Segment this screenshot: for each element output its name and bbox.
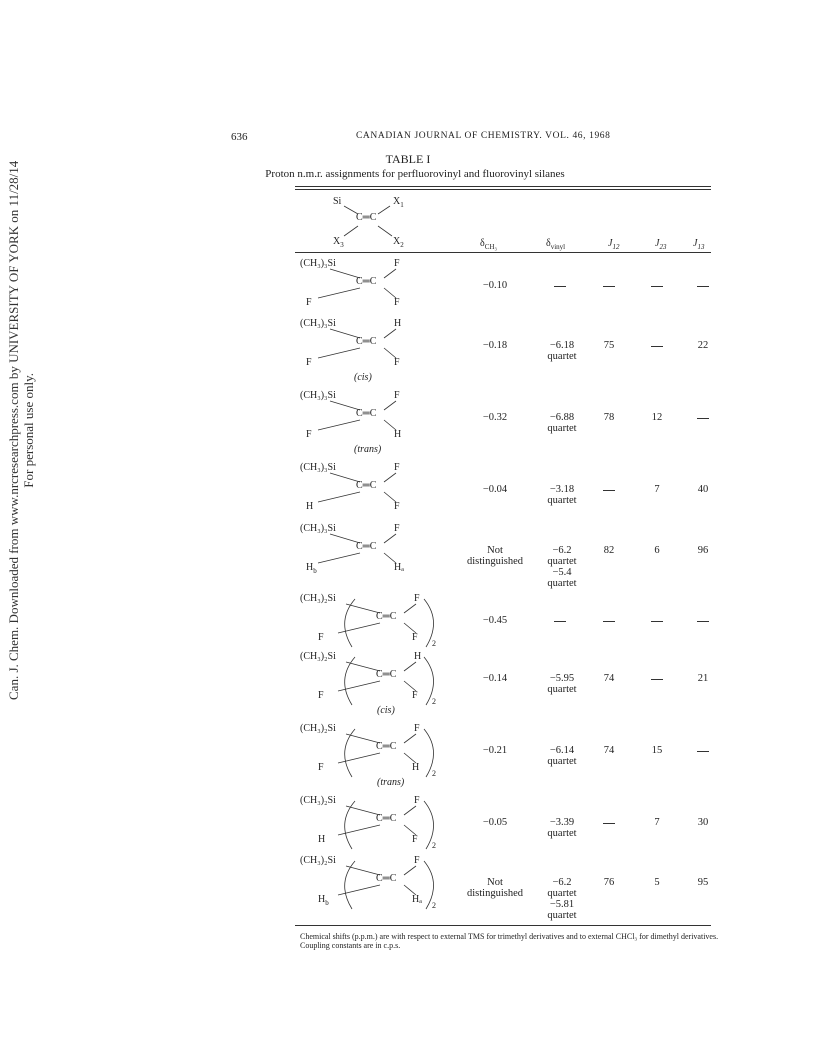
silyl-group-label: (CH₃)₃Si xyxy=(300,258,336,269)
header-x2-label: $X_2$ xyxy=(393,236,404,249)
bond-line xyxy=(346,662,380,671)
delta-vinyl-line: −5.95 xyxy=(549,673,575,684)
double-bond-label: C═C xyxy=(356,336,377,347)
bond-line xyxy=(318,288,360,298)
substituent-x2-label: H xyxy=(412,762,420,773)
double-bond-label: C═C xyxy=(356,408,377,419)
double-bond-label: C═C xyxy=(376,873,397,884)
running-head: CANADIAN JOURNAL OF CHEMISTRY. VOL. 46, 1968 xyxy=(356,131,611,141)
table-caption: Proton n.m.r. assignments for perfluorovinyl and fluorovinyl silanes xyxy=(265,168,565,180)
delta-vinyl-line: −3.18 xyxy=(549,484,575,495)
double-bond-label: C═C xyxy=(356,480,377,491)
j12-dash xyxy=(603,823,615,824)
col-header-j23: $J_{23}$ xyxy=(655,238,667,251)
j23-value: 6 xyxy=(654,545,660,556)
isomer-label: (trans) xyxy=(354,444,382,455)
isomer-label: (trans) xyxy=(377,777,405,788)
delta-vinyl-line: −5.81 xyxy=(549,899,575,910)
subscript-two: 2 xyxy=(432,697,436,706)
delta-vinyl-line: quartet xyxy=(547,351,577,362)
bond-line xyxy=(330,473,360,482)
delta-ch3-value: −0.10 xyxy=(482,280,508,291)
table-header-rule xyxy=(295,252,711,253)
substituent-x3-label: F xyxy=(306,429,312,440)
table-footnote: Chemical shifts (p.p.m.) are with respect to external TMS for trimethyl derivatives and to external CHCl₃ for dimethyl derivatives. Coupling constants are in c.p.s. xyxy=(300,932,719,950)
substituent-x2-label: F xyxy=(412,690,418,701)
delta-vinyl-dash xyxy=(554,286,566,287)
subscript-two: 2 xyxy=(432,841,436,850)
delta-vinyl-value xyxy=(532,412,592,434)
silyl-group-label: (CH₃)₂Si xyxy=(300,651,336,662)
bond-line xyxy=(318,420,360,430)
delta-vinyl-value xyxy=(532,673,592,695)
bond-line xyxy=(384,473,396,482)
substituent-x2-label: F xyxy=(394,297,400,308)
substituent-x1-label: F xyxy=(414,855,420,866)
table-top-rule xyxy=(295,186,711,187)
j12-value: 74 xyxy=(603,673,615,684)
substituent-x1-label: F xyxy=(414,795,420,806)
delta-vinyl-line: −6.18 xyxy=(549,340,575,351)
delta-vinyl-line: −6.14 xyxy=(549,745,575,756)
bond-line xyxy=(330,401,360,410)
j23-value: 12 xyxy=(651,412,663,423)
substituent-x2-label: F xyxy=(394,357,400,368)
substituent-x3-label: F xyxy=(318,762,324,773)
double-bond-label: C═C xyxy=(356,541,377,552)
substituent-x1-label: F xyxy=(394,462,400,473)
bond-line xyxy=(404,806,416,815)
silyl-group-label: (CH₃)₃Si xyxy=(300,462,336,473)
subscript-two: 2 xyxy=(432,769,436,778)
table-bottom-rule xyxy=(295,925,711,926)
j13-value: 22 xyxy=(697,340,709,351)
delta-vinyl-line: −3.39 xyxy=(549,817,575,828)
delta-vinyl-value xyxy=(532,340,592,362)
delta-ch3-value: −0.04 xyxy=(482,484,508,495)
bond-line xyxy=(384,288,396,298)
j13-value: 96 xyxy=(697,545,709,556)
substituent-x1-label: F xyxy=(394,523,400,534)
substituent-x2-label: Hₐ xyxy=(394,562,404,573)
table-top-rule-double xyxy=(295,189,711,190)
bond-line xyxy=(330,269,360,278)
delta-vinyl-line: quartet xyxy=(547,684,577,695)
bond-line xyxy=(384,269,396,278)
col-header-d-ch3: $\delta_{CH_3}$ xyxy=(480,238,497,251)
silyl-group-label: (CH₃)₂Si xyxy=(300,795,336,806)
double-bond-label: C═C xyxy=(376,611,397,622)
j13-dash xyxy=(697,621,709,622)
bond-line xyxy=(404,623,416,633)
col-header-j13: $J_{13}$ xyxy=(693,238,705,251)
j23-dash xyxy=(651,621,663,622)
delta-vinyl-line: quartet xyxy=(547,578,577,589)
bond-line xyxy=(330,329,360,338)
silyl-group-label: (CH₃)₃Si xyxy=(300,390,336,401)
bond-line xyxy=(346,866,380,875)
substituent-x2-label: H xyxy=(394,429,402,440)
download-watermark xyxy=(6,161,36,700)
substituent-x3-label: H xyxy=(306,501,314,512)
substituent-x3-label: F xyxy=(306,357,312,368)
subscript-two: 2 xyxy=(432,639,436,648)
delta-vinyl-line: quartet xyxy=(547,423,577,434)
bond-line xyxy=(404,866,416,875)
delta-vinyl-line: −6.2 xyxy=(552,545,572,556)
delta-vinyl-line: quartet xyxy=(547,556,577,567)
subscript-two: 2 xyxy=(432,901,436,910)
j23-dash xyxy=(651,679,663,680)
bond-line xyxy=(318,348,360,358)
silyl-group-label: (CH₃)₃Si xyxy=(300,523,336,534)
delta-vinyl-line: −6.88 xyxy=(549,412,575,423)
j12-dash xyxy=(603,490,615,491)
double-bond-label: C═C xyxy=(376,813,397,824)
substituent-x1-label: H xyxy=(394,318,402,329)
j13-dash xyxy=(697,418,709,419)
substituent-x3-label: $H_b$ xyxy=(306,562,317,575)
silyl-group-label: (CH₃)₃Si xyxy=(300,318,336,329)
j13-dash xyxy=(697,286,709,287)
delta-vinyl-line: quartet xyxy=(547,756,577,767)
silyl-group-label: (CH₃)₂Si xyxy=(300,723,336,734)
bond-line xyxy=(384,329,396,338)
substituent-x1-label: F xyxy=(414,593,420,604)
delta-vinyl-value xyxy=(532,745,592,767)
substituent-x1-label: F xyxy=(394,390,400,401)
double-bond-label: C═C xyxy=(356,276,377,287)
double-bond-label: C═C xyxy=(376,741,397,752)
j23-dash xyxy=(651,346,663,347)
j12-dash xyxy=(603,286,615,287)
silyl-group-label: (CH₃)₂Si xyxy=(300,593,336,604)
bond-line xyxy=(318,553,360,563)
j23-dash xyxy=(651,286,663,287)
bond-line xyxy=(384,420,396,430)
substituent-x3-label: F xyxy=(318,690,324,701)
j23-value: 7 xyxy=(654,817,660,828)
header-cc-label: C═C xyxy=(356,212,377,223)
header-x1-label: $X_1$ xyxy=(393,196,404,209)
delta-ch3-value: −0.21 xyxy=(482,745,508,756)
j13-value: 40 xyxy=(697,484,709,495)
delta-ch3-value: Not distinguished xyxy=(466,877,523,899)
j12-value: 75 xyxy=(603,340,615,351)
bond-line xyxy=(346,734,380,743)
substituent-x2-label: F xyxy=(412,834,418,845)
bond-line xyxy=(318,492,360,502)
j13-value: 30 xyxy=(697,817,709,828)
substituent-x2-label: Hₐ xyxy=(412,894,422,905)
substituent-x3-label: H xyxy=(318,834,326,845)
bond-line xyxy=(384,401,396,410)
delta-vinyl-value xyxy=(532,817,592,839)
page-number: 636 xyxy=(231,131,248,143)
j23-value: 15 xyxy=(651,745,663,756)
delta-vinyl-line: −6.2 xyxy=(552,877,572,888)
delta-vinyl-line: quartet xyxy=(547,888,577,899)
substituent-x3-label: F xyxy=(306,297,312,308)
bond-line xyxy=(404,681,416,691)
delta-vinyl-line: quartet xyxy=(547,495,577,506)
silyl-group-label: (CH₃)₂Si xyxy=(300,855,336,866)
substituent-x2-label: F xyxy=(394,501,400,512)
bond-line xyxy=(384,534,396,543)
delta-vinyl-value xyxy=(532,545,592,589)
bond-line xyxy=(330,534,360,543)
delta-ch3-value: −0.18 xyxy=(482,340,508,351)
bond-line xyxy=(404,734,416,743)
table-title: TABLE I xyxy=(385,152,431,166)
structure-bonds xyxy=(0,0,1,1)
bond-line xyxy=(404,885,416,895)
delta-vinyl-line: quartet xyxy=(547,828,577,839)
download-watermark-line2: For personal use only. xyxy=(21,373,36,488)
j12-dash xyxy=(603,621,615,622)
substituent-x1-label: H xyxy=(414,651,422,662)
j12-value: 76 xyxy=(603,877,615,888)
j12-value: 78 xyxy=(603,412,615,423)
j12-value: 74 xyxy=(603,745,615,756)
col-header-d-vinyl: $\delta_{vinyl}$ xyxy=(546,238,566,251)
delta-ch3-value: −0.14 xyxy=(482,673,508,684)
substituent-x3-label: F xyxy=(318,632,324,643)
delta-vinyl-line: quartet xyxy=(547,910,577,921)
delta-vinyl-dash xyxy=(554,621,566,622)
delta-ch3-value: −0.05 xyxy=(482,817,508,828)
bond-line xyxy=(384,348,396,358)
delta-ch3-value: Not distinguished xyxy=(466,545,523,567)
header-si-label: Si xyxy=(333,196,342,207)
delta-ch3-value: −0.45 xyxy=(482,615,508,626)
bond-line xyxy=(384,553,396,563)
isomer-label: (cis) xyxy=(377,705,395,716)
delta-ch3-value: −0.32 xyxy=(482,412,508,423)
bond-line xyxy=(346,806,380,815)
j13-value: 21 xyxy=(697,673,709,684)
substituent-x2-label: F xyxy=(412,632,418,643)
bond-line xyxy=(346,604,380,613)
bond-line xyxy=(404,825,416,835)
j13-dash xyxy=(697,751,709,752)
bond-line xyxy=(404,662,416,671)
delta-vinyl-value xyxy=(532,877,592,921)
header-x3-label: $X_3$ xyxy=(333,236,344,249)
j23-value: 5 xyxy=(654,877,660,888)
substituent-x1-label: F xyxy=(414,723,420,734)
j23-value: 7 xyxy=(654,484,660,495)
bond-line xyxy=(404,753,416,763)
bond-line xyxy=(384,492,396,502)
isomer-label: (cis) xyxy=(354,372,372,383)
j12-value: 82 xyxy=(603,545,615,556)
download-watermark-line1: Can. J. Chem. Downloaded from www.nrcresearchpress.com by UNIVERSITY OF YORK on 11/28/14 xyxy=(6,160,21,700)
substituent-x1-label: F xyxy=(394,258,400,269)
delta-vinyl-value xyxy=(532,484,592,506)
col-header-j12: $J_{12}$ xyxy=(608,238,620,251)
j13-value: 95 xyxy=(697,877,709,888)
double-bond-label: C═C xyxy=(376,669,397,680)
delta-vinyl-line: −5.4 xyxy=(552,567,572,578)
bond-line xyxy=(404,604,416,613)
substituent-x3-label: $H_b$ xyxy=(318,894,329,907)
